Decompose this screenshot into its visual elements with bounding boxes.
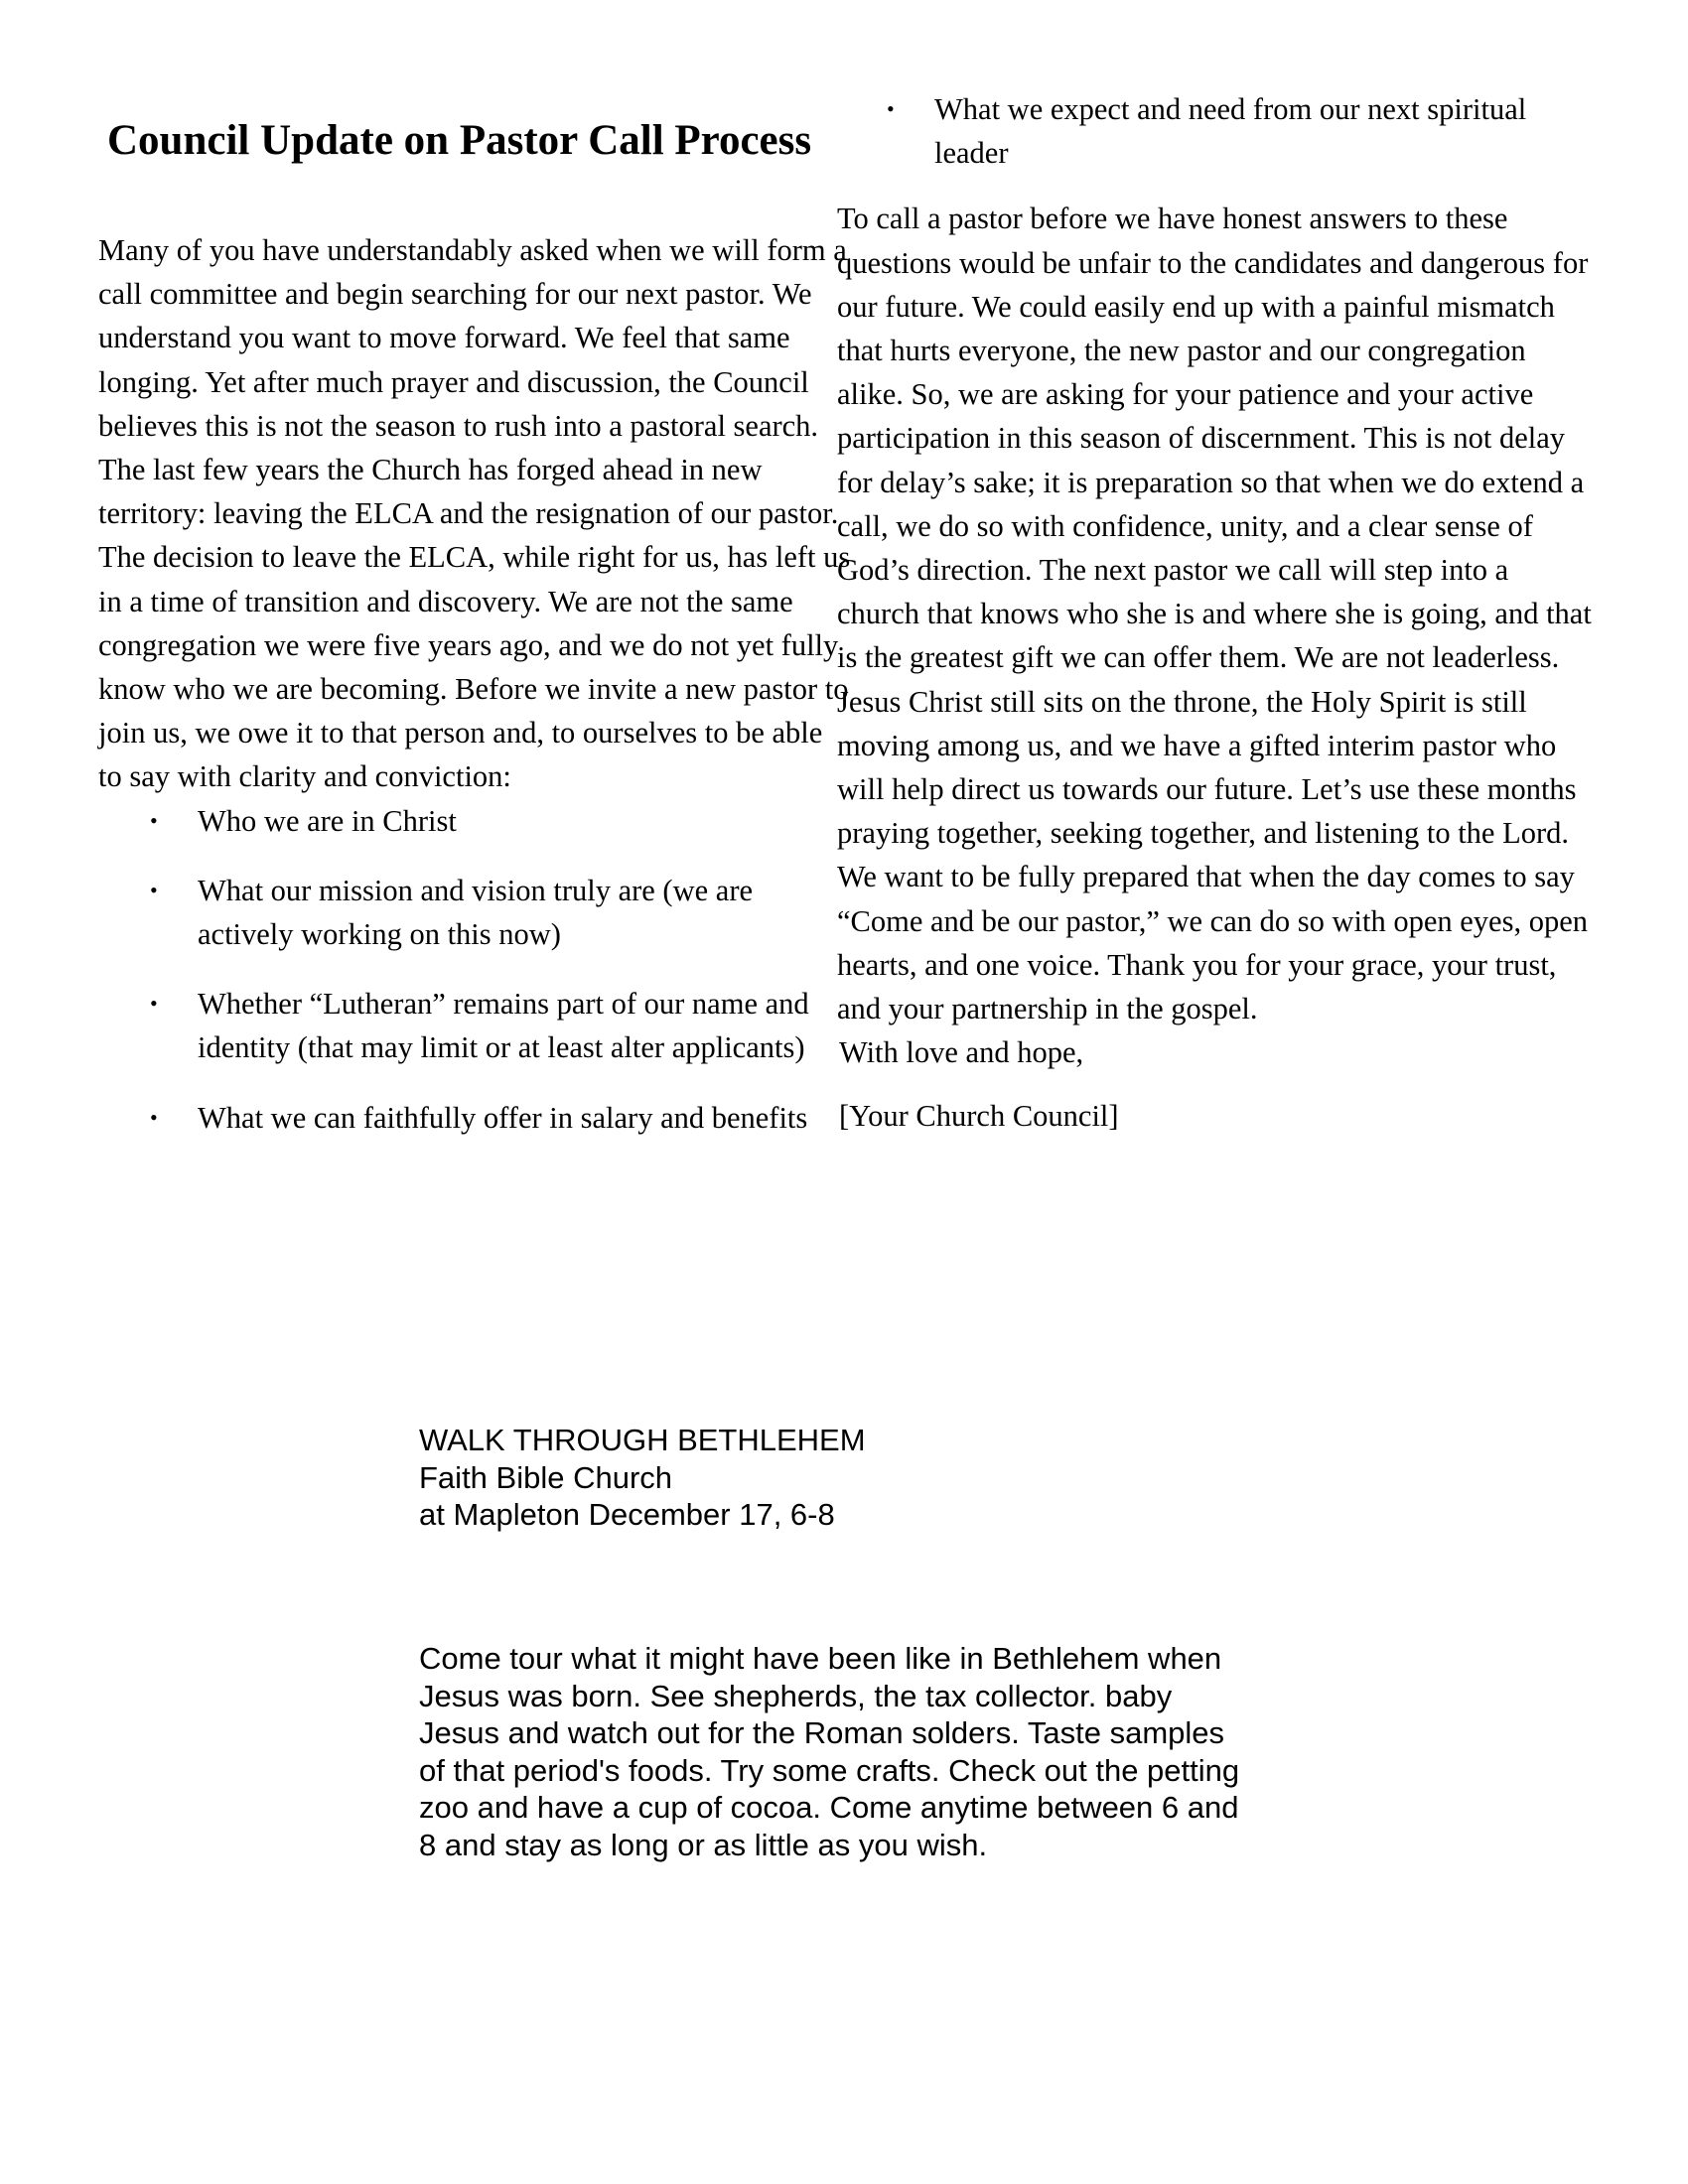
list-item — [98, 1096, 853, 1140]
list-item-text: Who we are in Christ — [198, 803, 457, 838]
signature: [Your Church Council] — [839, 1099, 1119, 1134]
bullet-icon: • — [150, 877, 158, 902]
left-column — [98, 228, 853, 1165]
right-column — [839, 87, 1594, 1139]
discernment-questions-list-continued — [837, 87, 1594, 175]
discernment-questions-list — [98, 799, 853, 1140]
bullet-icon: • — [150, 991, 158, 1017]
list-item-text: Whether “Lutheran” remains part of our name and identity (that may limit or at least alter applicants) — [198, 987, 809, 1065]
list-item-text: What we can faithfully offer in salary and benefits — [198, 1100, 808, 1135]
intro-paragraph: Many of you have understandably asked when we will form a call committee and begin searching for our next pastor. We understand you want to move forward. We feel that same longing. Yet after much prayer and discussion, the Council believes this is not the season to rush into a pastoral search. The last few years the Church has forged ahead in new territory: leaving the ELCA and the resignation of our pastor. The decision to leave the ELCA, while right for us, has left us in a time of transition and discovery. We are not the same congregation we were five years ago, and we do not yet fully know who we are becoming. Before we invite a new pastor to join us, we owe it to that person and, to ourselves to be able to say with clarity and conviction: — [98, 233, 851, 794]
list-item-text: What we expect and need from our next spiritual leader — [934, 92, 1527, 171]
event-location: Faith Bible Church — [419, 1459, 673, 1495]
bullet-icon: • — [150, 807, 158, 833]
event-header — [419, 1422, 1273, 1534]
event-date: at Mapleton December 17, 6-8 — [419, 1497, 835, 1532]
list-item-text: What our mission and vision truly are (we are actively working on this now) — [198, 873, 754, 952]
list-item — [837, 87, 1594, 175]
closing-line: With love and hope, — [839, 1035, 1084, 1070]
body-paragraph: To call a pastor before we have honest answers to these questions would be unfair to the candidates and dangerous for our future. We could easily end up with a painful mismatch that hurts everyone, the new pastor and our congregation alike. So, we are asking for your patience and your active participation in this season of discernment. This is not delay for delay’s sake; it is preparation so that when we do extend a call, we do so with confidence, unity, and a clear sense of God’s direction. The next pastor we call will step into a church that knows who she is and where she is going, and that is the greatest gift we can offer them. We are not leaderless. Jesus Christ still sits on the throne, the Holy Spirit is still moving among us, and we have a gifted interim pastor who will help direct us towards our future. Let’s use these months praying together, seeking together, and listening to the Lord. We want to be fully prepared that when the day comes to say “Come and be our pastor,” we can do so with open eyes, open hearts, and one voice. Thank you for your grace, your trust, and your partnership in the gospel. — [837, 202, 1592, 1026]
event-title: WALK THROUGH BETHLEHEM — [419, 1423, 866, 1457]
article-title: Council Update on Pastor Call Process — [107, 116, 812, 164]
bullet-icon: • — [150, 1104, 158, 1130]
bullet-icon: • — [887, 96, 895, 121]
list-item — [98, 869, 853, 956]
list-item — [98, 799, 853, 843]
event-description-block — [419, 1640, 1253, 1863]
list-item — [98, 982, 853, 1069]
event-description: Come tour what it might have been like in Bethlehem when Jesus was born. See shepherds, the tax collector. baby Jesus and watch out for the Roman solders. Taste samples of that period's foods. Try some crafts. Check out the petting zoo and have a cup of cocoa. Come anytime between 6 and 8 and stay as long or as little as you wish. — [419, 1641, 1240, 1862]
